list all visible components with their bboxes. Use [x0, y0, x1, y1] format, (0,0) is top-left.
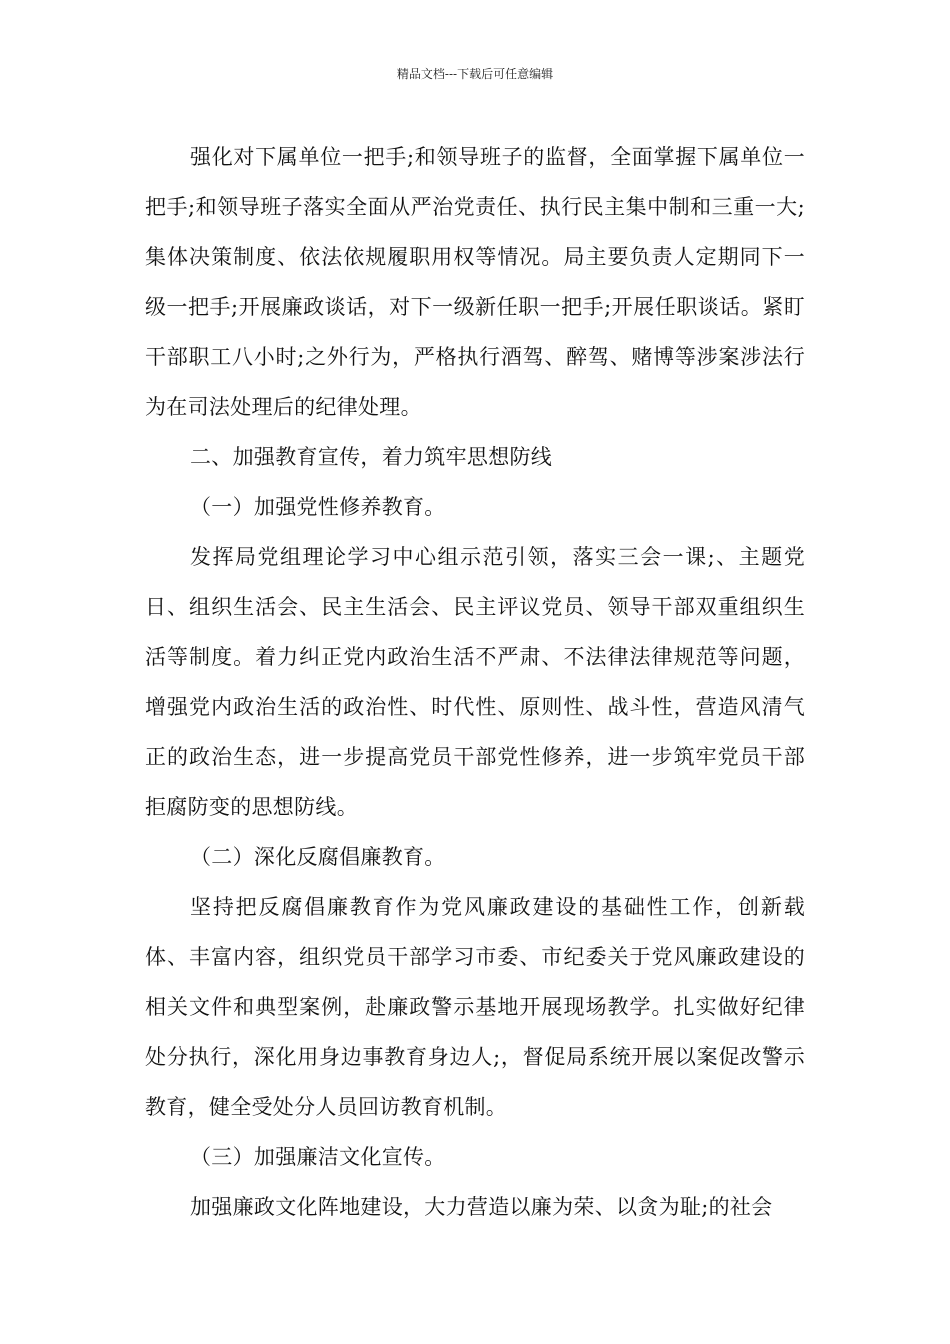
paragraph-party-spirit: 发挥局党组理论学习中心组示范引领，落实三会一课;、主题党日、组织生活会、民主生活会、民主评议党员、领导干部双重组织生活等制度。着力纠正党内政治生活不严肃、不法律法律规范等问题，增强党内政治生活的政治性、时代性、原则性、战斗性，营造风清气正的政治生态，进一步提高党员干部党性修养，进一步筑牢党员干部拒腐防变的思想防线。	[145, 545, 805, 819]
page-header: 精品文档---下载后可任意编辑	[396, 67, 554, 81]
section-heading-education: 二、加强教育宣传，着力筑牢思想防线	[190, 445, 553, 469]
paragraph-supervision: 强化对下属单位一把手;和领导班子的监督，全面掌握下属单位一把手;和领导班子落实全面从严治党责任、执行民主集中制和三重一大;集体决策制度、依法依规履职用权等情况。局主要负责人定期同下一级一把手;开展廉政谈话，对下一级新任职一把手;开展任职谈话。紧盯干部职工八小时;之外行为，严格执行酒驾、醉驾、赌博等涉案涉法行为在司法处理后的纪律处理。	[145, 145, 805, 419]
subheading-anti-corruption: （二）深化反腐倡廉教育。	[190, 845, 446, 869]
subheading-party-spirit: （一）加强党性修养教育。	[190, 495, 446, 519]
paragraph-anti-corruption: 坚持把反腐倡廉教育作为党风廉政建设的基础性工作，创新载体、丰富内容，组织党员干部学习市委、市纪委关于党风廉政建设的相关文件和典型案例，赴廉政警示基地开展现场教学。扎实做好纪律处分执行，深化用身边事教育身边人;，督促局系统开展以案促改警示教育，健全受处分人员回访教育机制。	[145, 895, 805, 1119]
document-body	[145, 132, 805, 1232]
paragraph-clean-culture: 加强廉政文化阵地建设，大力营造以廉为荣、以贪为耻;的社会	[190, 1195, 773, 1219]
subheading-clean-culture: （三）加强廉洁文化宣传。	[190, 1145, 446, 1169]
